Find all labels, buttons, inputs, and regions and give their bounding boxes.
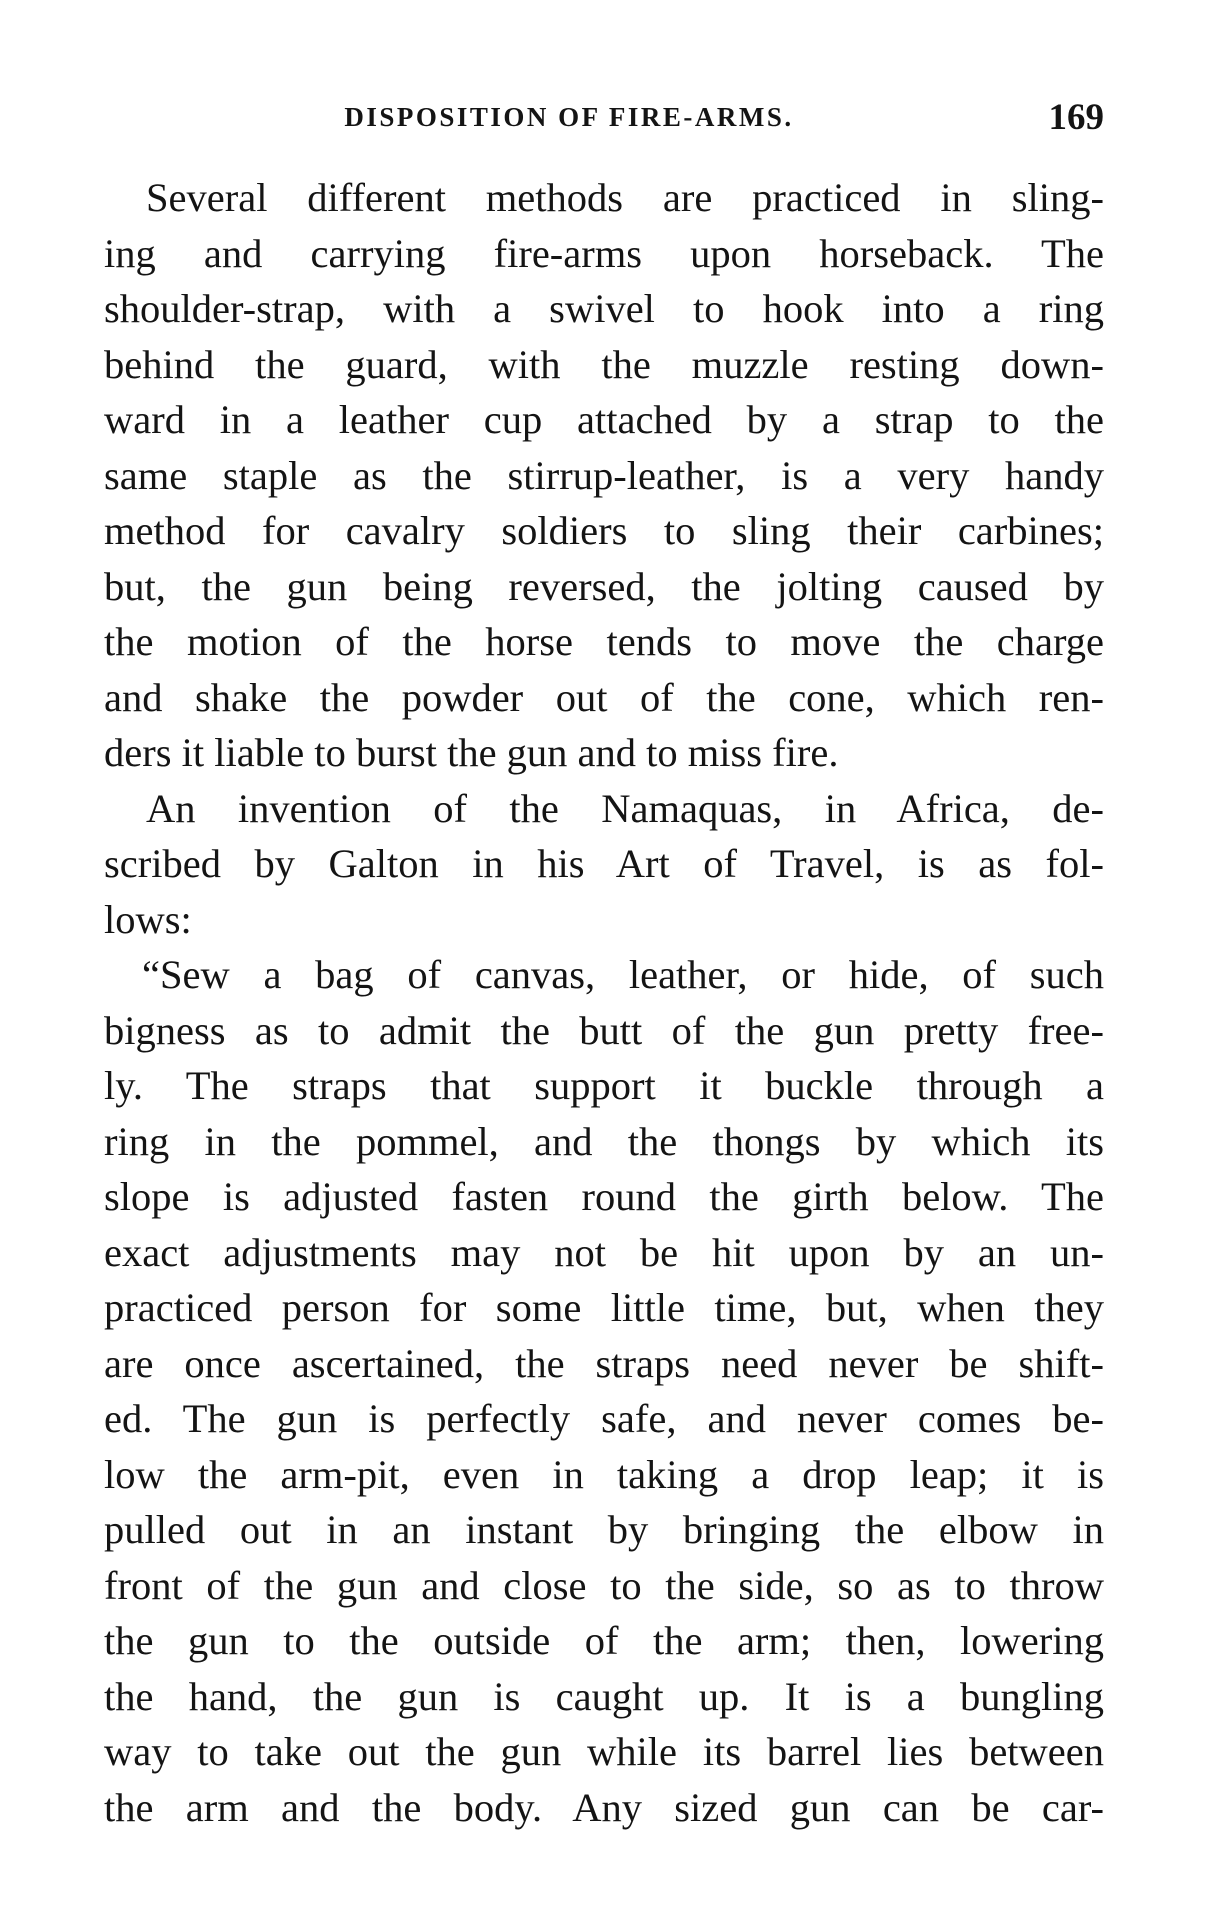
text-line: practiced person for some little time, but, when they (104, 1285, 1104, 1330)
text-line: ly. The straps that support it buckle through a (104, 1063, 1104, 1108)
text-line: front of the gun and close to the side, so as to throw (104, 1562, 1104, 1608)
text-line: the arm and the body. Any sized gun can be car- (104, 1784, 1104, 1830)
text-line: low the arm-pit, even in taking a drop leap; it is (104, 1451, 1104, 1497)
running-title: DISPOSITION OF FIRE-ARMS. (344, 102, 794, 132)
text-line: the motion of the horse tends to move the charge (104, 619, 1104, 664)
text-line: bigness as to admit the butt of the gun pretty free- (104, 1007, 1104, 1053)
running-header (104, 96, 1104, 140)
text-line: the hand, the gun is caught up. It is a bungling (104, 1673, 1104, 1719)
text-line: ed. The gun is perfectly safe, and never comes be- (104, 1396, 1104, 1441)
text-line: scribed by Galton in his Art of Travel, is as fol- (104, 841, 1104, 886)
text-line: slope is adjusted fasten round the girth below. The (104, 1174, 1104, 1219)
text-line: ring in the pommel, and the thongs by which its (104, 1118, 1104, 1164)
paragraph-slinging-methods (104, 170, 1104, 781)
text-line: lows: (104, 896, 192, 942)
text-line: shoulder-strap, with a swivel to hook into a ring (104, 286, 1104, 331)
text-line: ing and carrying fire-arms upon horseback. The (104, 230, 1104, 276)
text-line: exact adjustments may not be hit upon by an un- (104, 1229, 1104, 1275)
text-line: behind the guard, with the muzzle resting down- (104, 341, 1104, 387)
paragraph-galton-quote (104, 947, 1104, 1835)
text-line: the gun to the outside of the arm; then, lowering (104, 1618, 1104, 1663)
paragraph-namaquas-invention (104, 781, 1104, 948)
text-line: ders it liable to burst the gun and to miss fire. (104, 730, 839, 775)
text-line: Several different methods are practiced in sling- (146, 175, 1104, 220)
text-line: same staple as the stirrup-leather, is a very handy (104, 452, 1104, 498)
text-line: are once ascertained, the straps need never be shift- (104, 1340, 1104, 1386)
text-line: way to take out the gun while its barrel lies between (104, 1729, 1104, 1774)
text-line: ward in a leather cup attached by a strap to the (104, 397, 1104, 442)
text-line: pulled out in an instant by bringing the elbow in (104, 1507, 1104, 1552)
text-line: but, the gun being reversed, the jolting caused by (104, 563, 1104, 609)
text-line: method for cavalry soldiers to sling their carbines; (104, 508, 1104, 553)
page-body (104, 170, 1104, 1835)
text-line: An invention of the Namaquas, in Africa, de- (146, 785, 1104, 831)
text-line: “Sew a bag of canvas, leather, or hide, of such (142, 952, 1104, 997)
page-number: 169 (1048, 97, 1104, 138)
text-line: and shake the powder out of the cone, which ren- (104, 674, 1104, 720)
